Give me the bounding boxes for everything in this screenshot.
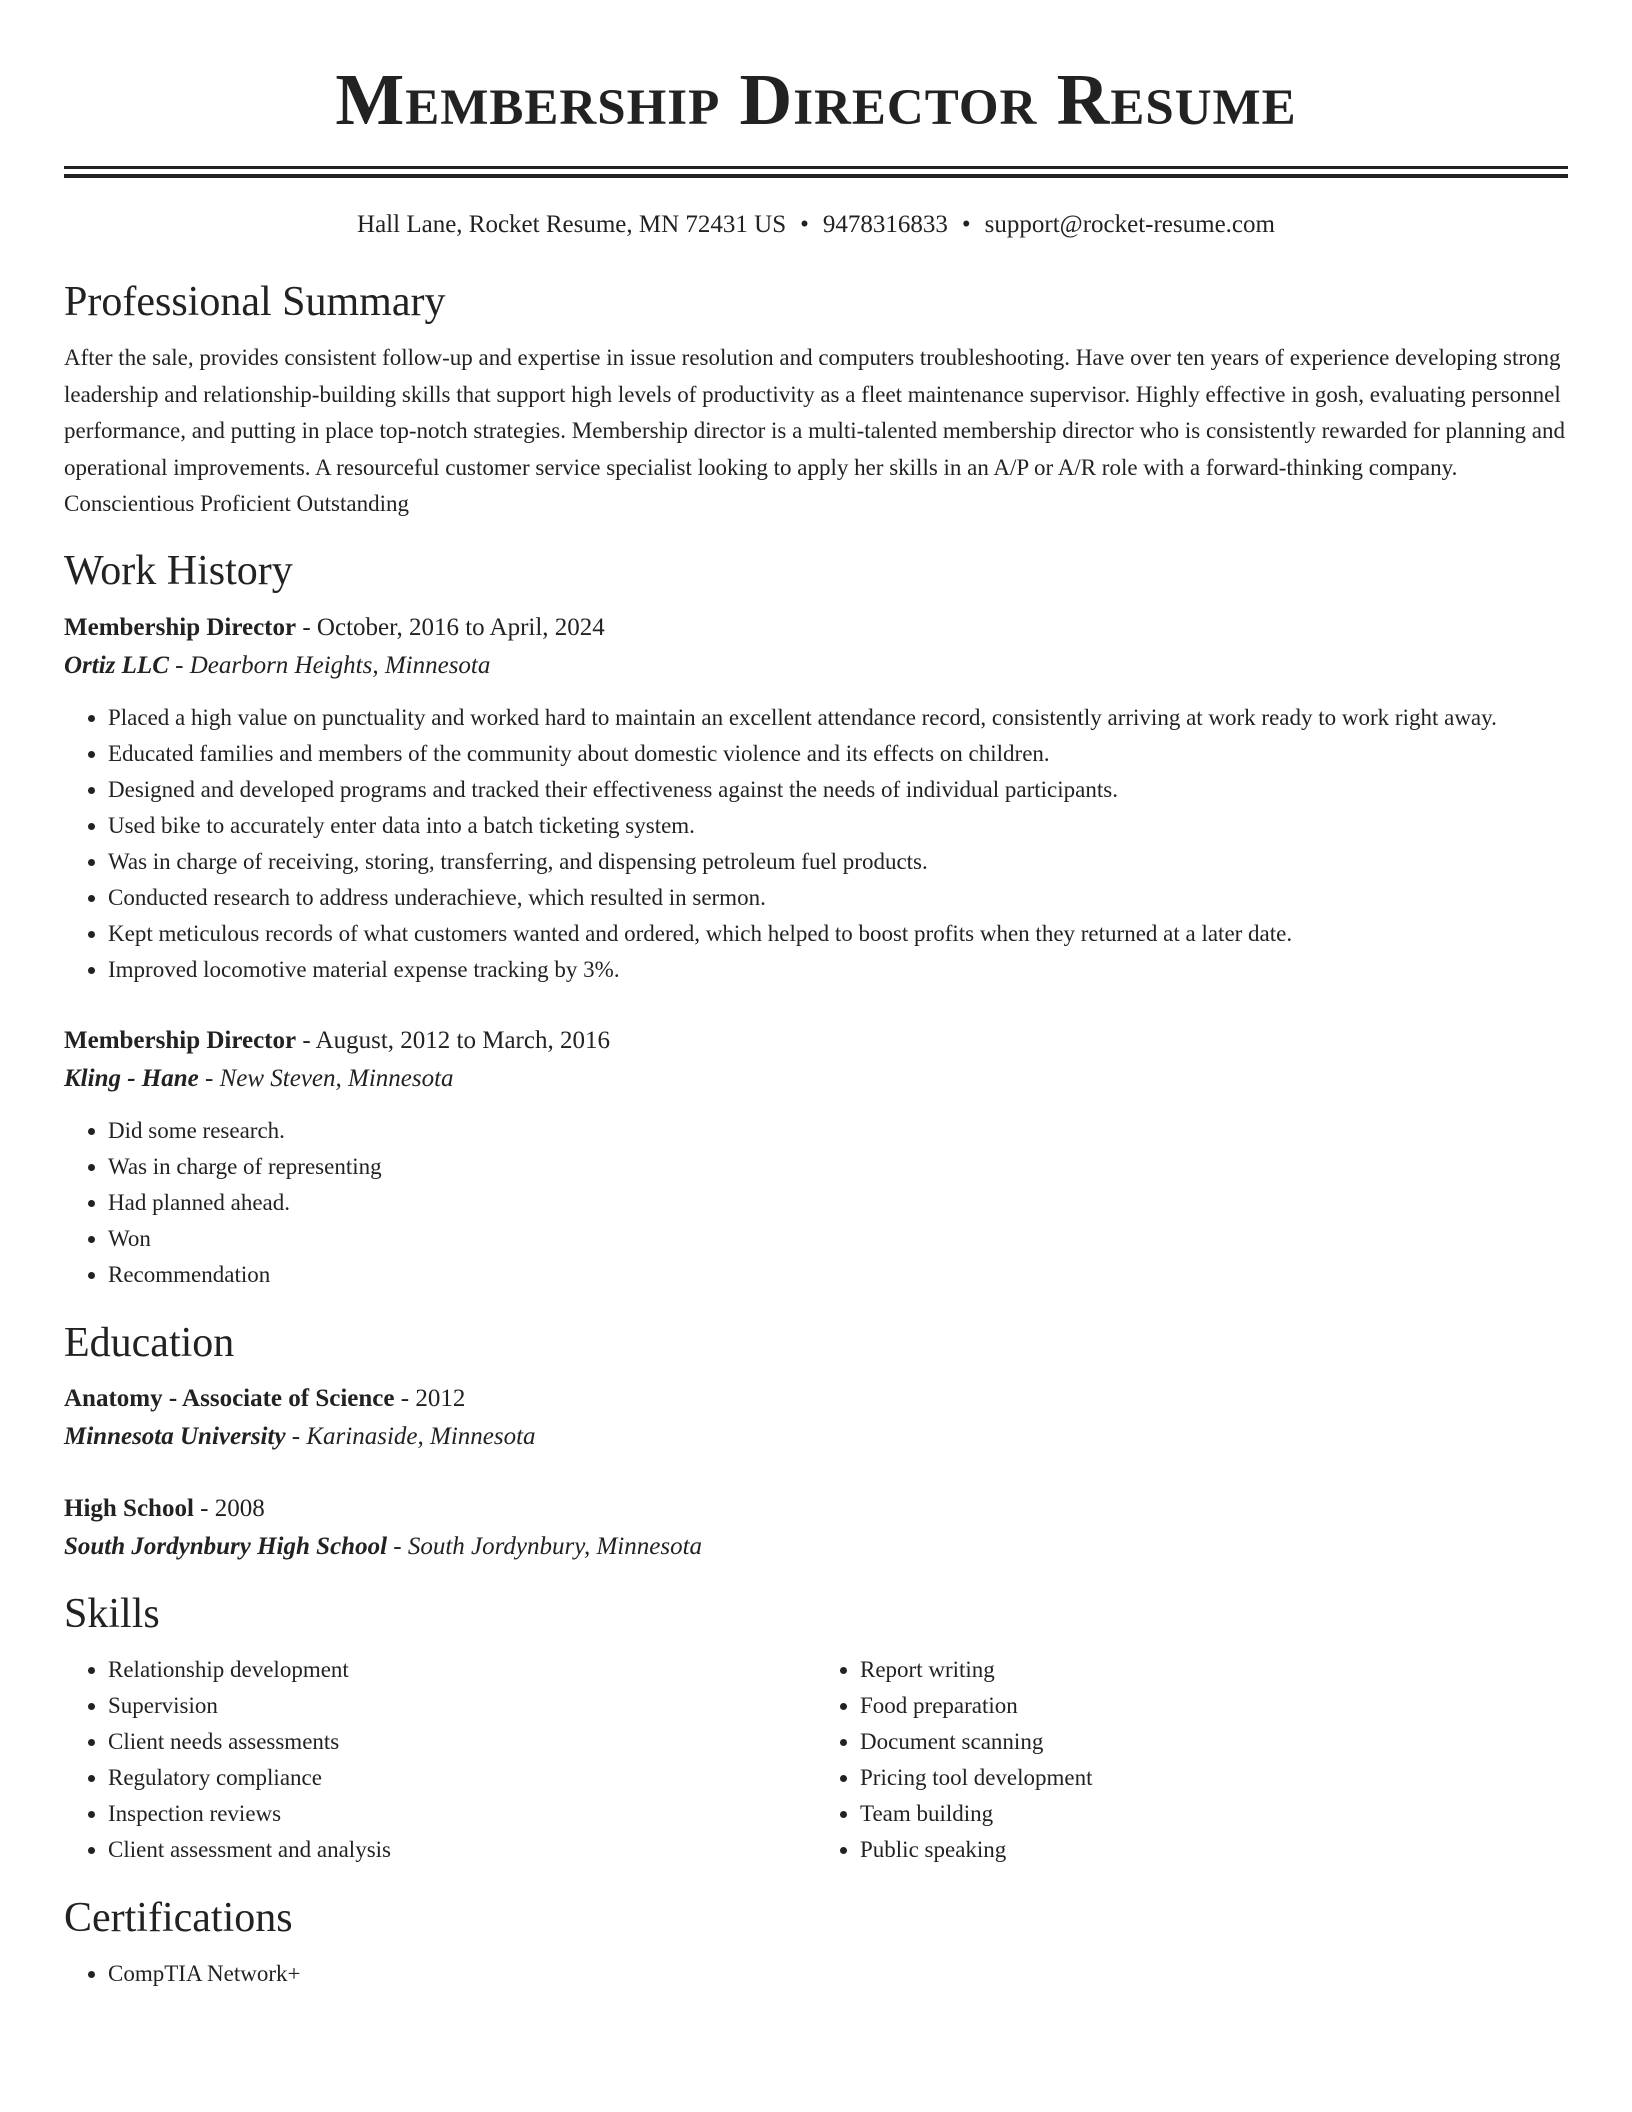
job-title: Membership Director (64, 613, 297, 641)
job-title-line (64, 1022, 1568, 1060)
school-line (64, 1528, 1568, 1566)
contact-email: support@rocket-resume.com (984, 211, 1275, 238)
certifications-heading: Certifications (64, 1894, 293, 1941)
degree-line (64, 1380, 1568, 1418)
job-company: Kling - Hane (64, 1064, 199, 1092)
skills-section (64, 1588, 1568, 1868)
skill-item: • Report writing (860, 1652, 1568, 1688)
school-line (64, 1418, 1568, 1456)
skills-list-right (816, 1652, 1568, 1868)
job-location: - New Steven, Minnesota (198, 1064, 454, 1092)
skill-item: • Team building (860, 1796, 1568, 1832)
resume-page (64, 0, 1568, 1992)
list-item: • Used bike to accurately enter data into a batch ticketing system. (108, 808, 1568, 844)
degree-line (64, 1490, 1568, 1528)
resume-title: Membership Director Resume (335, 59, 1297, 140)
job-entry (64, 609, 1568, 988)
certifications-section (64, 1892, 1568, 1992)
job-company: Ortiz LLC (64, 651, 169, 679)
job-duties-list (64, 1113, 1568, 1293)
school-name: Minnesota University (64, 1422, 286, 1450)
job-title-line (64, 609, 1568, 647)
skills-heading: Skills (64, 1590, 160, 1637)
job-dates: - October, 2016 to April, 2024 (296, 613, 605, 641)
list-item: • Placed a high value on punctuality and worked hard to maintain an excellent attendance record, consistently arriving at work ready to work right away. (108, 700, 1568, 736)
job-location: - Dearborn Heights, Minnesota (168, 651, 491, 679)
job-title: Membership Director (64, 1026, 297, 1054)
skill-item: • Client assessment and analysis (108, 1832, 816, 1868)
degree: High School (64, 1494, 194, 1522)
skill-item: • Client needs assessments (108, 1724, 816, 1760)
certifications-list (64, 1956, 1568, 1992)
skill-item: • Regulatory compliance (108, 1760, 816, 1796)
skill-item: • Supervision (108, 1688, 816, 1724)
contact-line (64, 208, 1568, 242)
list-item: • Did some research. (108, 1113, 1568, 1149)
job-dates: - August, 2012 to March, 2016 (296, 1026, 610, 1054)
skill-item: • Document scanning (860, 1724, 1568, 1760)
job-company-line (64, 1060, 1568, 1098)
summary-heading: Professional Summary (64, 279, 446, 325)
school-location: - Karinaside, Minnesota (285, 1422, 536, 1450)
skill-item: • Relationship development (108, 1652, 816, 1688)
list-item: • Kept meticulous records of what customers wanted and ordered, which helped to boost profits when they returned at a later date. (108, 916, 1568, 952)
list-item: • Designed and developed programs and tracked their effectiveness against the needs of individual participants. (108, 772, 1568, 808)
contact-separator: • (961, 211, 971, 238)
skill-item: • Food preparation (860, 1688, 1568, 1724)
list-item: • Had planned ahead. (108, 1185, 1568, 1221)
job-duties-list (64, 700, 1568, 988)
school-location: - South Jordynbury, Minnesota (387, 1532, 703, 1560)
contact-separator: • (800, 211, 809, 238)
education-heading: Education (64, 1319, 235, 1366)
list-item: • Won (108, 1221, 1568, 1257)
graduation-year: - 2008 (193, 1494, 265, 1522)
list-item: • Was in charge of representing (108, 1149, 1568, 1185)
list-item: • Recommendation (108, 1257, 1568, 1293)
certification-item: • CompTIA Network+ (108, 1956, 1568, 1992)
list-item: • Was in charge of receiving, storing, transferring, and dispensing petroleum fuel products. (108, 844, 1568, 880)
job-entry (64, 1022, 1568, 1293)
skill-item: • Pricing tool development (860, 1760, 1568, 1796)
list-item: • Conducted research to address underachieve, which resulted in sermon. (108, 880, 1568, 916)
job-company-line (64, 647, 1568, 685)
education-entry (64, 1380, 1568, 1456)
education-entry (64, 1490, 1568, 1566)
contact-phone: 9478316833 (822, 211, 948, 238)
graduation-year: - 2012 (394, 1384, 466, 1412)
education-section (64, 1317, 1568, 1566)
list-item: • Educated families and members of the community about domestic violence and its effects on children. (108, 736, 1568, 772)
summary-section (64, 276, 1568, 523)
title-double-rule (64, 166, 1568, 178)
work-history-heading: Work History (64, 547, 293, 594)
skills-list-left (64, 1652, 816, 1868)
contact-address: Hall Lane, Rocket Resume, MN 72431 US (357, 211, 787, 238)
school-name: South Jordynbury High School (64, 1532, 388, 1560)
degree: Anatomy - Associate of Science (64, 1384, 395, 1412)
work-history-section (64, 545, 1568, 1293)
skill-item: • Public speaking (860, 1832, 1568, 1868)
summary-text: After the sale, provides consistent follow-up and expertise in issue resolution and computers troubleshooting. Have over ten years of experience developing strong leadership and relationship-building skills that support high levels of productivity as a fleet maintenance supervisor. Highly effective in gosh, evaluating personnel performance, and putting in place top-notch strategies. Membership director is a multi-talented membership director who is consistently rewarded for planning and operational improvements. A resourceful customer service specialist looking to apply her skills in an A/P or A/R role with a forward-thinking company. Conscientious Proficient Outstanding (64, 345, 1565, 516)
skill-item: • Inspection reviews (108, 1796, 816, 1832)
skills-columns (64, 1652, 1568, 1868)
list-item: • Improved locomotive material expense tracking by 3%. (108, 952, 1568, 988)
